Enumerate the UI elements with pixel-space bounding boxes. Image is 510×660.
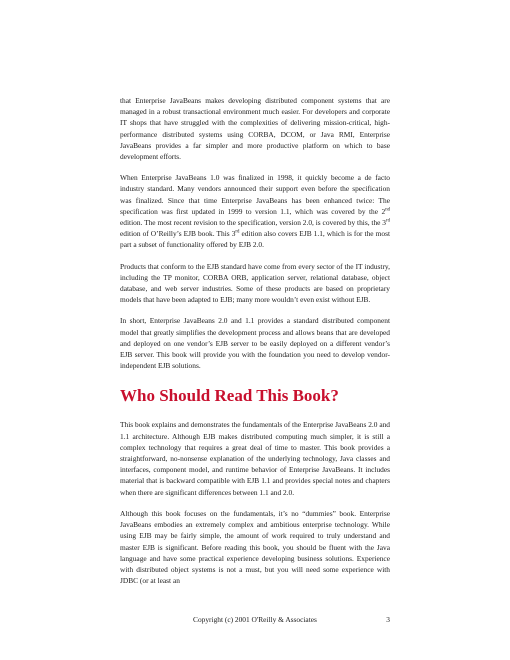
intro-paragraph <box>120 95 390 162</box>
ordinal-suffix: rd <box>235 229 240 235</box>
page-footer <box>120 615 390 625</box>
intro-paragraph <box>120 172 390 250</box>
paragraph-text: Products that conform to the EJB standard have come from every sector of the IT industry, including the TP monitor, CORBA ORB, application server, relational database, object database, and web server industries. Some of these products are based on proprietary models that have been adapted to EJB; many more wouldn’t even exist without EJB. <box>120 261 390 305</box>
copyright-notice: Copyright (c) 2001 O'Reilly & Associates <box>193 615 317 624</box>
paragraph-text: This book explains and demonstrates the fundamentals of the Enterprise JavaBeans 2.0 and 1.1 architecture. Although EJB makes distributed computing much simpler, it is still a complex technology that requires a great deal of time to master. This book provides a straightforward, no-nonsense explanation of the underlying technology, Java classes and interfaces, component model, and runtime behavior of Enterprise JavaBeans. It includes material that is backward compatible with EJB 1.1 and provides special notes and chapters when there are significant differences between 1.1 and 2.0. <box>120 420 390 497</box>
ordinal-suffix: nd <box>385 207 390 213</box>
intro-section <box>120 95 390 371</box>
intro-paragraph <box>120 315 390 371</box>
paragraph-text: edition also covers EJB 1.1, which is for the most part a subset of functionality offered by EJB 2.0. <box>120 229 390 250</box>
page-content <box>120 95 390 596</box>
page-number: 3 <box>386 615 390 624</box>
ordinal-suffix: rd <box>386 218 390 224</box>
audience-paragraph <box>120 419 390 497</box>
paragraph-text: edition of O’Reilly’s EJB book. This 3 <box>120 229 236 239</box>
intro-paragraph <box>120 261 390 306</box>
paragraph-text: Although this book focuses on the fundamentals, it’s no “dummies” book. Enterprise JavaBeans embodies an extremely complex and ambitious enterprise technology. While using EJB may be fairly simple, the amount of work required to truly understand and master EJB is significant. Before reading this book, you should be fluent with the Java language and have some practical experience developing business solutions. Experience with distributed object systems is not a must, but you will need some experience with JDBC (or at least an <box>120 508 390 586</box>
audience-section <box>120 419 390 586</box>
paragraph-text: In short, Enterprise JavaBeans 2.0 and 1.1 provides a standard distributed component model that greatly simplifies the development process and allows beans that are developed and deployed on one vendor’s EJB server to be easily deployed on a different vendor’s EJB server. This book will provide you with the foundation you need to develop vendor-independent EJB solutions. <box>120 316 390 371</box>
section-heading: Who Should Read This Book? <box>120 386 339 406</box>
audience-paragraph <box>120 508 390 586</box>
paragraph-text: edition. The most recent revision to the specification, version 2.0, is covered by this, the 3 <box>120 218 386 228</box>
paragraph-text: When Enterprise JavaBeans 1.0 was finalized in 1998, it quickly become a de facto industry standard. Many vendors announced their support even before the specification was finalized. Since that time Enterprise JavaBeans has been enhanced twice: The specification was first updated in 1999 to version 1.1, which was covered by the 2 <box>120 173 390 216</box>
paragraph-text: that Enterprise JavaBeans makes developing distributed component systems that are managed in a robust transactional environment much easier. For developers and corporate IT shops that have struggled with the complexities of delivering mission-critical, high-performance distributed systems using CORBA, DCOM, or Java RMI, Enterprise JavaBeans provides a far simpler and more productive platform on which to base development efforts. <box>120 96 390 162</box>
